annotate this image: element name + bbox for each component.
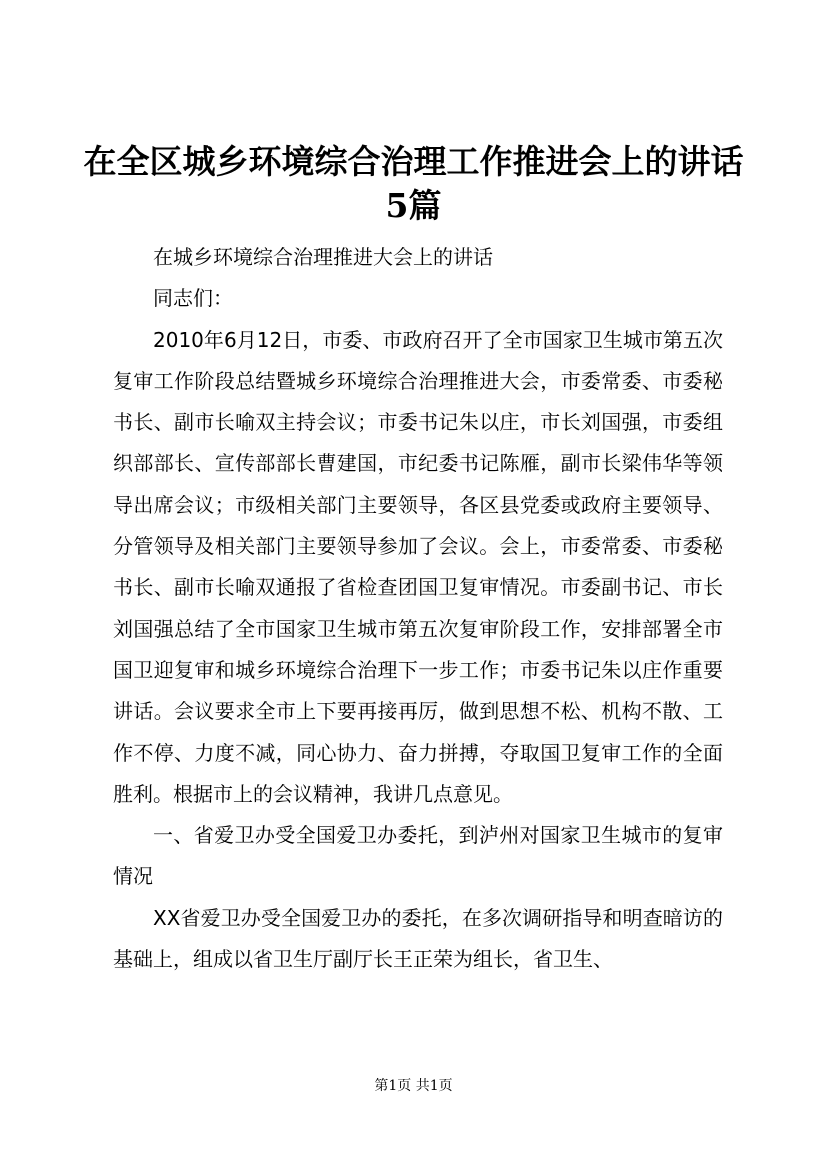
paragraph-meeting-summary: 2010年6月12日，市委、市政府召开了全市国家卫生城市第五次复审工作阶段总结暨城乡环境综合治理推进大会，市委常委、市委秘书长、副市长喻双主持会议；市委书记朱以庄，市长刘国强，市委组织部部长、宣传部部长曹建国，市纪委书记陈雁，副市长梁伟华等领导出席会议；市级相关部门主要领导，各区县党委或政府主要领导、分管领导及相关部门主要领导参加了会议。会上，市委常委、市委秘书长、副市长喻双通报了省检查团国卫复审情况。市委副书记、市长刘国强总结了全市国家卫生城市第五次复审阶段工作，安排部署全市国卫迎复审和城乡环境综合治理下一步工作；市委书记朱以庄作重要讲话。会议要求全市上下要再接再厉，做到思想不松、机构不散、工作不停、力度不减，同心协力、奋力拼搏，夺取国卫复审工作的全面胜利。根据市上的会议精神，我讲几点意见。: [113, 327, 723, 806]
title-line-2: 5篇: [385, 186, 442, 225]
paragraph-review-details: XX省爱卫办受全国爱卫办的委托，在多次调研指导和明查暗访的基础上，组成以省卫生厅副厅长王正荣为组长，省卫生、: [113, 905, 723, 972]
document-body: [113, 237, 723, 980]
title-line-1: 在全区城乡环境综合治理工作推进会上的讲话: [83, 142, 744, 181]
page-footer: 第1页 共1页: [374, 1078, 453, 1094]
paragraph-section-heading-1: 一、省爱卫办受全国爱卫办委托，到泸州对国家卫生城市的复审情况: [113, 823, 723, 889]
document-title: [0, 140, 827, 228]
paragraph-subtitle: 在城乡环境综合治理推进大会上的讲话: [153, 245, 493, 269]
paragraph-salutation: 同志们：: [153, 286, 233, 311]
